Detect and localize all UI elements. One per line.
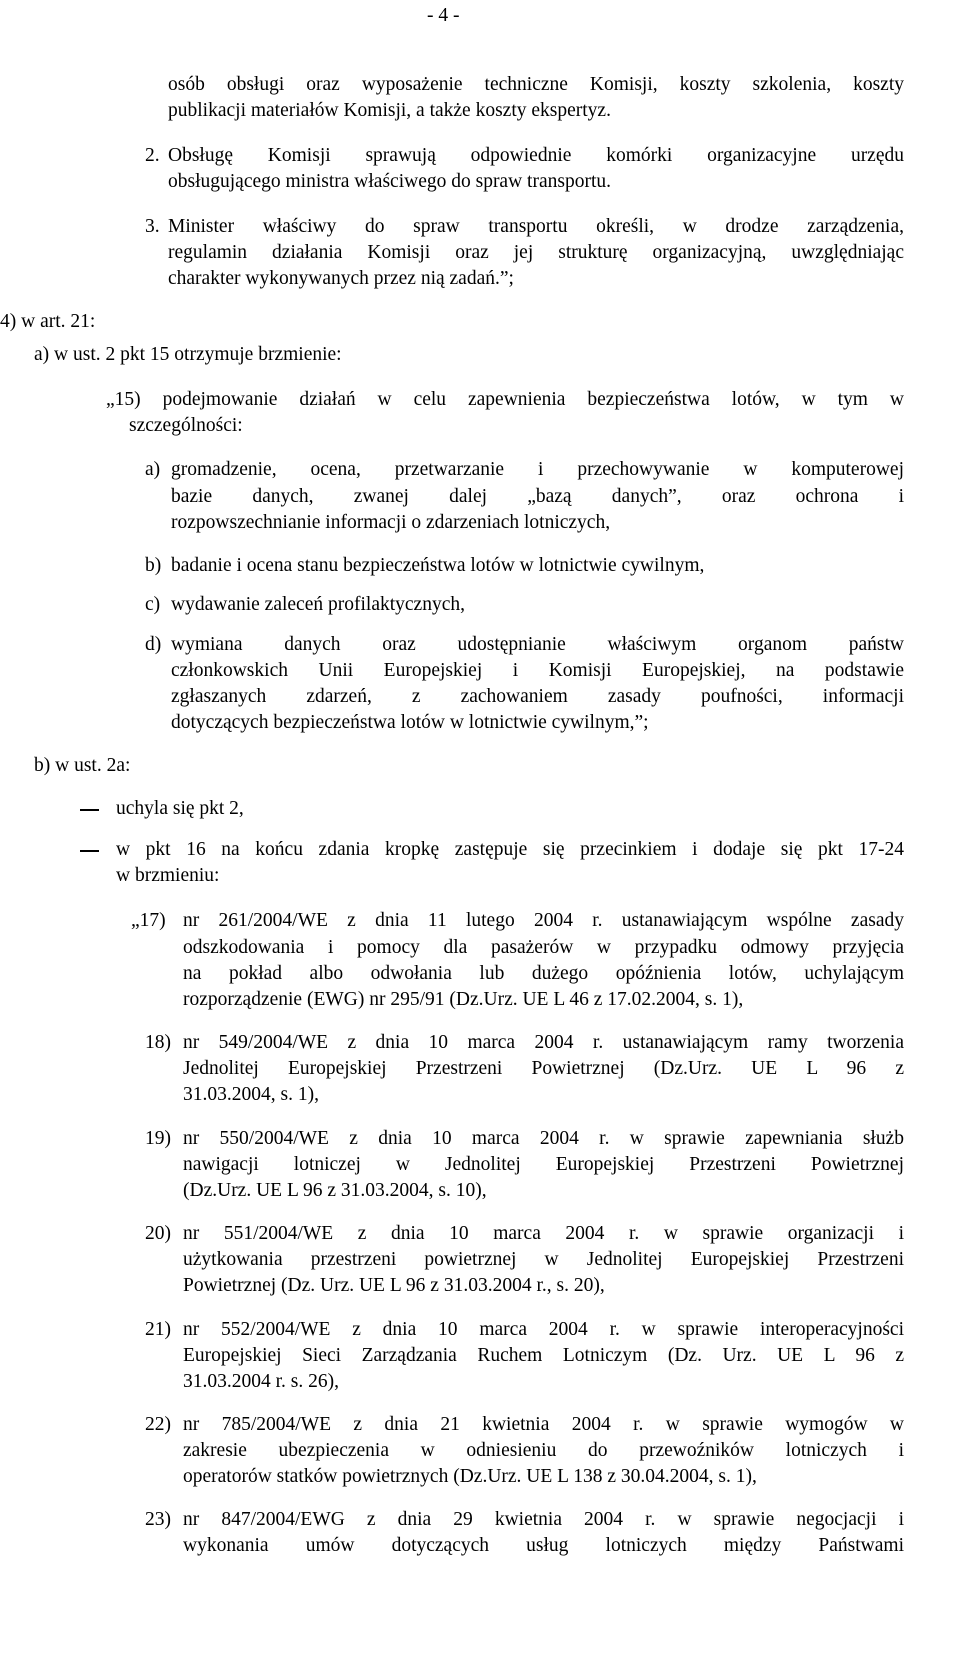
paragraph-line: uchyla się pkt 2, <box>116 798 244 819</box>
paragraph-line: zgłaszanych zdarzeń, z zachowaniem zasady poufności, informacji <box>171 686 904 707</box>
paragraph-line: „15) podejmowanie działań w celu zapewnienia bezpieczeństwa lotów, w tym w <box>106 389 904 410</box>
dash-bullet <box>80 809 99 811</box>
subpoint-heading: b) w ust. 2a: <box>34 755 131 776</box>
paragraph-line: wymiana danych oraz udostępnianie właściwym organom państw <box>171 634 904 655</box>
item-number: 22) <box>145 1414 171 1435</box>
paragraph-line: rozporządzenie (EWG) nr 295/91 (Dz.Urz. UE L 46 z 17.02.2004, s. 1), <box>183 989 744 1010</box>
paragraph-line: Minister właściwy do spraw transportu określi, w drodze zarządzenia, <box>168 216 904 237</box>
paragraph-line: w pkt 16 na końcu zdania kropkę zastępuje się przecinkiem i dodaje się pkt 17-24 <box>116 839 904 860</box>
paragraph-line: Jednolitej Europejskiej Przestrzeni Powietrznej (Dz.Urz. UE L 96 z <box>183 1058 904 1079</box>
paragraph-line: nr 552/2004/WE z dnia 10 marca 2004 r. w sprawie interoperacyjności <box>183 1319 904 1340</box>
subpoint-heading: a) w ust. 2 pkt 15 otrzymuje brzmienie: <box>34 344 342 365</box>
paragraph-line: szczególności: <box>129 415 243 436</box>
item-label: b) <box>145 555 162 576</box>
paragraph-line: użytkowania przestrzeni powietrznej w Jednolitej Europejskiej Przestrzeni <box>183 1249 904 1270</box>
paragraph-line: (Dz.Urz. UE L 96 z 31.03.2004, s. 10), <box>183 1180 487 1201</box>
paragraph-line: bazie danych, zwanej dalej „bazą danych”, oraz ochrona i <box>171 486 904 507</box>
paragraph-line: Europejskiej Sieci Zarządzania Ruchem Lotniczym (Dz. Urz. UE L 96 z <box>183 1345 904 1366</box>
paragraph-line: obsługującego ministra właściwego do spraw transportu. <box>168 171 611 192</box>
paragraph-line: wydawanie zaleceń profilaktycznych, <box>171 594 465 615</box>
item-number: 2. <box>145 145 160 166</box>
item-number: 18) <box>145 1032 171 1053</box>
point-heading: 4) w art. 21: <box>0 311 96 332</box>
dash-bullet <box>80 850 99 852</box>
item-number: 19) <box>145 1128 171 1149</box>
paragraph-line: zakresie ubezpieczenia w odniesieniu do przewoźników lotniczych i <box>183 1440 904 1461</box>
paragraph-line: publikacji materiałów Komisji, a także koszty ekspertyz. <box>168 100 611 121</box>
paragraph-line: charakter wykonywanych przez nią zadań.”; <box>168 268 514 289</box>
paragraph-line: 31.03.2004 r. s. 26), <box>183 1371 339 1392</box>
paragraph-line: nr 261/2004/WE z dnia 11 lutego 2004 r. ustanawiającym wspólne zasady <box>183 910 904 931</box>
item-number: 23) <box>145 1509 171 1530</box>
paragraph-line: nr 549/2004/WE z dnia 10 marca 2004 r. ustanawiającym ramy tworzenia <box>183 1032 904 1053</box>
paragraph-line: wykonania umów dotyczących usług lotniczych między Państwami <box>183 1535 904 1556</box>
paragraph-line: operatorów statków powietrznych (Dz.Urz. UE L 138 z 30.04.2004, s. 1), <box>183 1466 757 1487</box>
paragraph-line: 31.03.2004, s. 1), <box>183 1084 319 1105</box>
paragraph-line: odszkodowania i pomocy dla pasażerów w przypadku odmowy przyjęcia <box>183 937 904 958</box>
item-number: „17) <box>131 910 166 931</box>
paragraph-line: rozpowszechnianie informacji o zdarzeniach lotniczych, <box>171 512 611 533</box>
item-label: c) <box>145 594 161 615</box>
paragraph-line: Obsługę Komisji sprawują odpowiednie komórki organizacyjne urzędu <box>168 145 904 166</box>
paragraph-line: nr 550/2004/WE z dnia 10 marca 2004 r. w sprawie zapewniania służb <box>183 1128 904 1149</box>
item-label: a) <box>145 459 161 480</box>
paragraph-line: nr 551/2004/WE z dnia 10 marca 2004 r. w sprawie organizacji i <box>183 1223 904 1244</box>
page-number: - 4 - <box>427 5 460 26</box>
item-number: 3. <box>145 216 160 237</box>
paragraph-line: członkowskich Unii Europejskiej i Komisji Europejskiej, na podstawie <box>171 660 904 681</box>
paragraph-line: nawigacji lotniczej w Jednolitej Europejskiej Przestrzeni Powietrznej <box>183 1154 904 1175</box>
paragraph-line: nr 785/2004/WE z dnia 21 kwietnia 2004 r. w sprawie wymogów w <box>183 1414 904 1435</box>
paragraph-line: regulamin działania Komisji oraz jej strukturę organizacyjną, uwzględniając <box>168 242 904 263</box>
paragraph-line: dotyczących bezpieczeństwa lotów w lotnictwie cywilnym,”; <box>171 712 649 733</box>
paragraph-line: nr 847/2004/EWG z dnia 29 kwietnia 2004 r. w sprawie negocjacji i <box>183 1509 904 1530</box>
paragraph-line: gromadzenie, ocena, przetwarzanie i przechowywanie w komputerowej <box>171 459 904 480</box>
item-number: 21) <box>145 1319 171 1340</box>
item-label: d) <box>145 634 162 655</box>
paragraph-line: osób obsługi oraz wyposażenie techniczne Komisji, koszty szkolenia, koszty <box>168 74 904 95</box>
item-number: 20) <box>145 1223 171 1244</box>
paragraph-line: na pokład albo odwołania lub dużego opóźnienia lotów, uchylającym <box>183 963 904 984</box>
paragraph-line: badanie i ocena stanu bezpieczeństwa lotów w lotnictwie cywilnym, <box>171 555 705 576</box>
paragraph-line: w brzmieniu: <box>116 865 220 886</box>
paragraph-line: Powietrznej (Dz. Urz. UE L 96 z 31.03.2004 r., s. 20), <box>183 1275 605 1296</box>
